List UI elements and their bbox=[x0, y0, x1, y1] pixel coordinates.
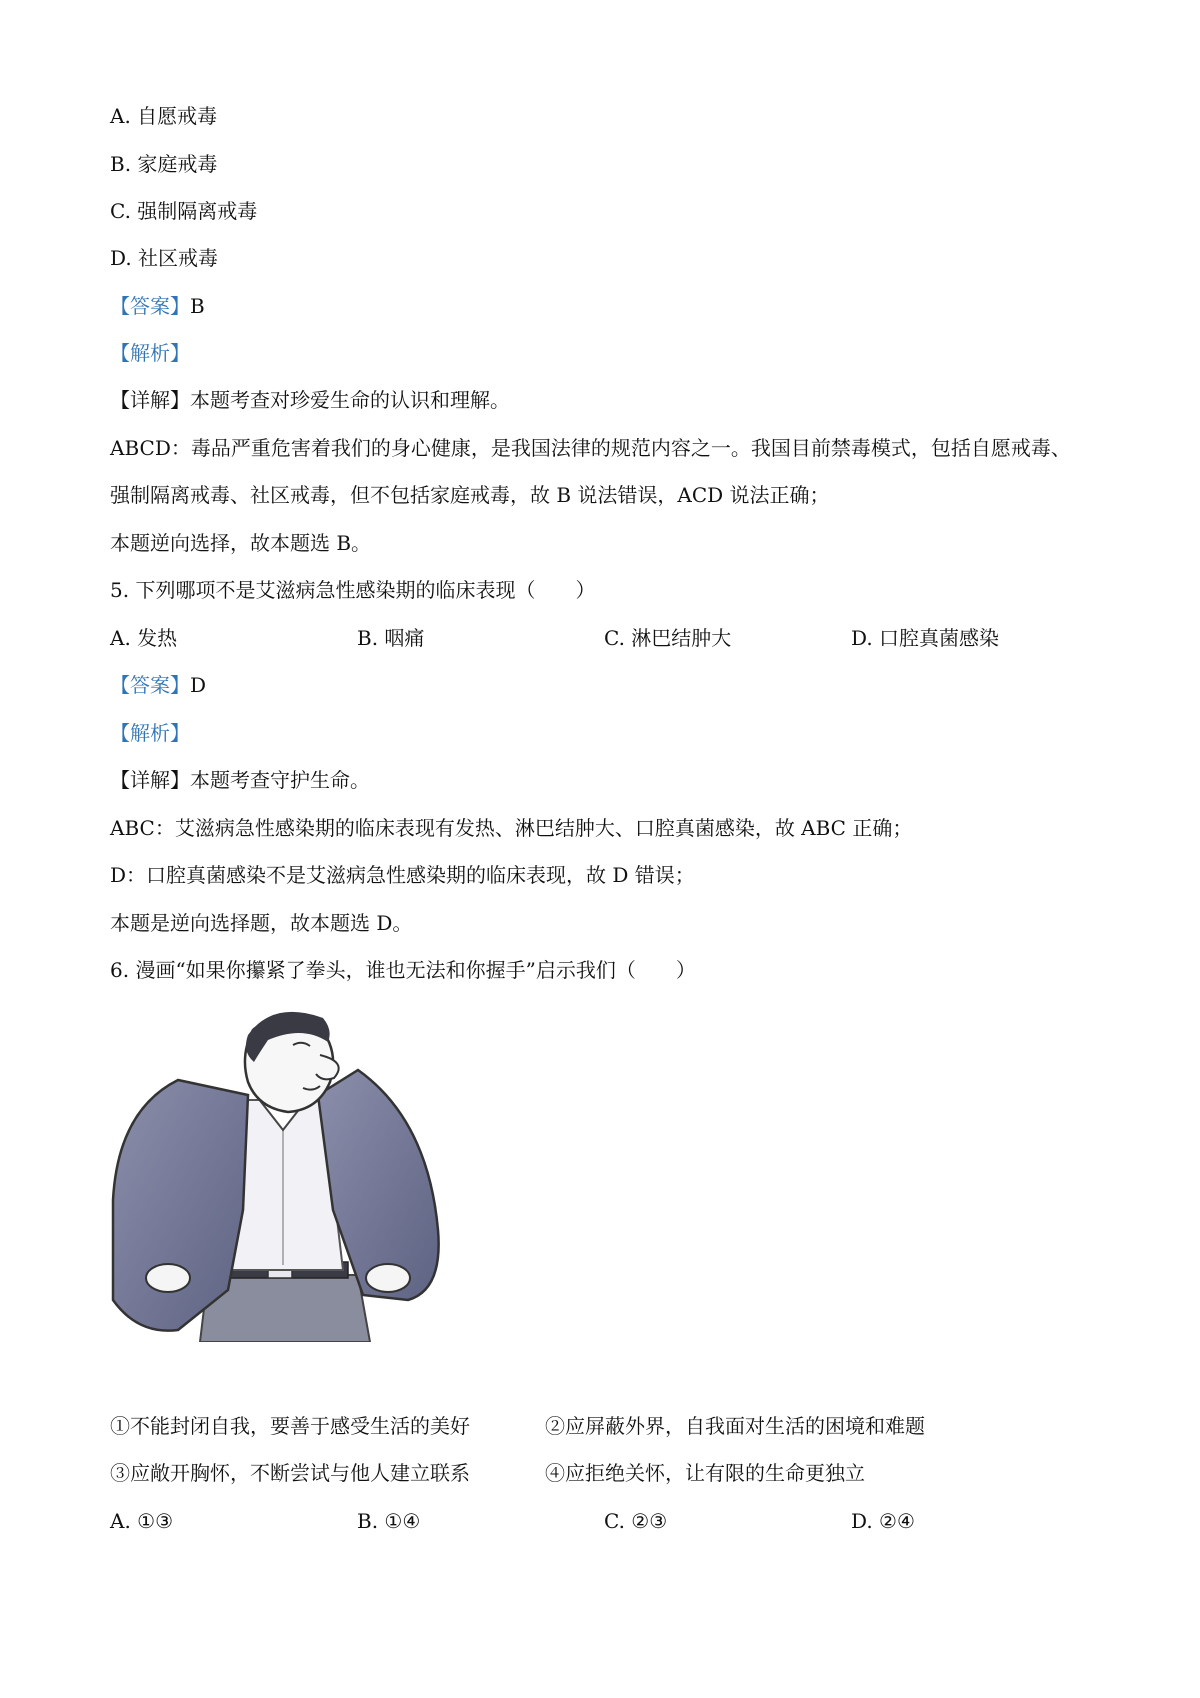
q4-option-d: D. 社区戒毒 bbox=[110, 246, 219, 270]
q5-detail bbox=[110, 766, 370, 794]
q6-statement-4: ④应拒绝关怀，让有限的生命更独立 bbox=[545, 1461, 865, 1485]
q6-option-a: A. ①③ bbox=[110, 1509, 174, 1533]
q4-detail bbox=[110, 386, 510, 414]
q6-option-d: D. ②④ bbox=[851, 1509, 915, 1533]
q6-option-b: B. ①④ bbox=[357, 1509, 421, 1533]
q6-option-c: C. ②③ bbox=[604, 1509, 668, 1533]
answer-tag: 【答案】 bbox=[110, 673, 190, 697]
q4-option-a: A. 自愿戒毒 bbox=[110, 104, 218, 128]
q5-question: 5. 下列哪项不是艾滋病急性感染期的临床表现（ ） bbox=[110, 578, 596, 602]
q5-conclusion: 本题是逆向选择题，故本题选 D。 bbox=[110, 911, 413, 935]
q4-explain-2: 强制隔离戒毒、社区戒毒，但不包括家庭戒毒，故 B 说法错误，ACD 说法正确； bbox=[110, 483, 830, 507]
q5-answer bbox=[110, 671, 206, 699]
detail-tag: 【详解】 bbox=[110, 388, 190, 412]
q5-option-d: D. 口腔真菌感染 bbox=[851, 626, 1000, 650]
cartoon-man-icon bbox=[108, 1000, 448, 1342]
q5-explain-1: ABC：艾滋病急性感染期的临床表现有发热、淋巴结肿大、口腔真菌感染，故 ABC 正确； bbox=[110, 816, 913, 840]
q4-option-c: C. 强制隔离戒毒 bbox=[110, 199, 258, 223]
q5-analysis-tag: 【解析】 bbox=[110, 721, 190, 745]
q4-option-b: B. 家庭戒毒 bbox=[110, 152, 218, 176]
q6-statement-3: ③应敞开胸怀，不断尝试与他人建立联系 bbox=[110, 1461, 470, 1485]
q4-conclusion: 本题逆向选择，故本题选 B。 bbox=[110, 531, 372, 555]
answer-value: D bbox=[190, 673, 207, 697]
q6-statement-1: ①不能封闭自我，要善于感受生活的美好 bbox=[110, 1414, 470, 1438]
detail-text: 本题考查守护生命。 bbox=[190, 768, 370, 792]
q6-statement-2: ②应屏蔽外界，自我面对生活的困境和难题 bbox=[545, 1414, 925, 1438]
q5-option-a: A. 发热 bbox=[110, 626, 178, 650]
q5-option-c: C. 淋巴结肿大 bbox=[604, 626, 732, 650]
q4-analysis-tag: 【解析】 bbox=[110, 341, 190, 365]
q4-answer bbox=[110, 292, 205, 320]
q5-explain-2: D：口腔真菌感染不是艾滋病急性感染期的临床表现，故 D 错误； bbox=[110, 863, 695, 887]
q5-option-b: B. 咽痛 bbox=[357, 626, 425, 650]
q6-question: 6. 漫画“如果你攥紧了拳头，谁也无法和你握手”启示我们（ ） bbox=[110, 958, 696, 982]
q4-explain-1: ABCD：毒品严重危害着我们的身心健康，是我国法律的规范内容之一。我国目前禁毒模式，包括自愿戒毒、 bbox=[110, 436, 1071, 460]
answer-value: B bbox=[190, 294, 205, 318]
detail-tag: 【详解】 bbox=[110, 768, 190, 792]
detail-text: 本题考查对珍爱生命的认识和理解。 bbox=[190, 388, 510, 412]
answer-tag: 【答案】 bbox=[110, 294, 190, 318]
